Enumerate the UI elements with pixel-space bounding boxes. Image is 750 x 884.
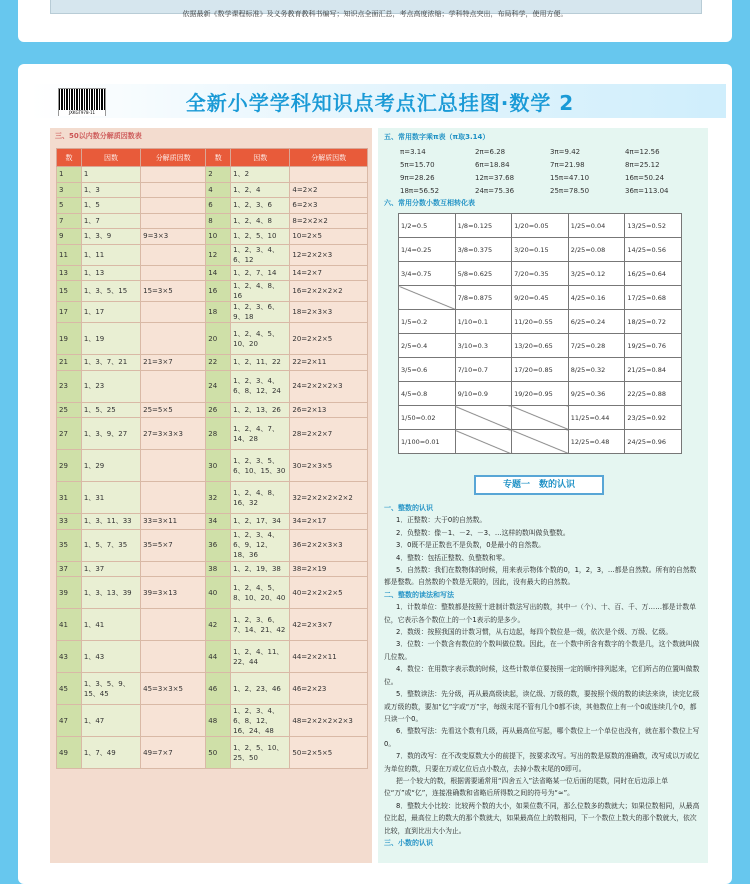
factor-table [56,148,368,769]
table-cell: 34=2×17 [290,514,368,530]
table-cell: 1、2、3、4、6、8、12、16、24、48 [231,705,290,737]
table-cell: 1/10=0.1 [455,310,512,334]
table-cell: 3/8=0.375 [455,238,512,262]
table-cell: 21/25=0.84 [625,358,682,382]
table-cell: 17/25=0.68 [625,286,682,310]
table-cell: 36=2×2×3×3 [290,529,368,561]
table-cell: 18/25=0.72 [625,310,682,334]
table-row [57,482,368,514]
table-cell: 1/5=0.2 [399,310,456,334]
table-row [399,334,682,358]
pi-cell: 7π=21.98 [550,160,585,169]
table-cell: 1/50=0.02 [399,406,456,430]
table-cell: 1、2、3、6 [231,198,290,214]
table-cell: 19/20=0.95 [512,382,569,406]
table-cell: 6=2×3 [290,198,368,214]
table-cell: 1、5、25 [81,402,140,418]
table-cell: 16 [206,281,231,302]
table-cell: 1、2、3、4、6、12 [231,244,290,265]
table-cell: 1、2、4、5、8、10、20、40 [231,577,290,609]
table-cell: 1、3、9 [81,229,140,245]
table-cell: 1、2 [231,167,290,183]
table-cell: 1、3、9、27 [81,418,140,450]
table-cell: 1、47 [81,705,140,737]
table-cell: 21=3×7 [141,355,206,371]
table-cell: 18=2×3×3 [290,302,368,323]
table-cell [141,641,206,673]
table-cell: 44=2×2×11 [290,641,368,673]
table-cell: 8 [206,213,231,229]
table-cell: 3/5=0.6 [399,358,456,382]
table-row [57,577,368,609]
table-cell: 20=2×2×5 [290,323,368,355]
table-row [57,213,368,229]
column-header: 数 [57,149,82,167]
previous-card [18,0,732,42]
table-cell: 3/4=0.75 [399,262,456,286]
table-row [57,244,368,265]
table-cell: 4/5=0.8 [399,382,456,406]
list-item: 6．整数写法：先看这个数有几级，再从最高位写起，哪个数位上一个单位也没有，就在那个数位上写0。 [384,727,700,748]
list-item: 1．正整数：大于0的自然数。 [396,516,487,525]
table-cell: 35=5×7 [141,529,206,561]
table-row [57,182,368,198]
table-cell: 1/20=0.05 [512,214,569,238]
table-row [399,262,682,286]
table-cell: 39 [57,577,82,609]
table-cell: 1/8=0.125 [455,214,512,238]
table-cell: 20 [206,323,231,355]
table-row [57,514,368,530]
table-row [57,737,368,769]
pi-cell: 36π=113.04 [625,186,669,195]
table-cell: 1、2、3、6、9、18 [231,302,290,323]
table-cell: 15 [57,281,82,302]
table-cell [455,406,512,430]
table-cell: 5 [57,198,82,214]
table-cell: 50=2×5×5 [290,737,368,769]
table-cell: 1、2、3、4、6、8、12、24 [231,370,290,402]
table-cell [141,323,206,355]
table-cell [141,482,206,514]
table-cell: 1、7 [81,213,140,229]
pi-cell: 8π=25.12 [625,160,660,169]
table-cell: 30=2×3×5 [290,450,368,482]
table-cell: 42=2×3×7 [290,609,368,641]
table-cell [141,198,206,214]
table-row [57,198,368,214]
table-cell: 24=2×2×2×3 [290,370,368,402]
table-cell: 1、2、4、5、10、20 [231,323,290,355]
table-cell: 17/20=0.85 [512,358,569,382]
table-cell: 1、2、3、5、6、10、15、30 [231,450,290,482]
table-cell: 40 [206,577,231,609]
table-cell: 2/5=0.4 [399,334,456,358]
table-cell: 30 [206,450,231,482]
table-cell: 1、2、23、46 [231,673,290,705]
table-cell: 1、2、3、4、6、9、12、18、36 [231,529,290,561]
table-cell: 1、19 [81,323,140,355]
table-cell [141,302,206,323]
table-cell: 48 [206,705,231,737]
table-cell: 1、2、5、10、25、50 [231,737,290,769]
list-item: 把一个较大的数，根据需要通常用“四舍五入”法省略某一位后面的尾数，同时在后边添上单位“万”或“亿”，连接准确数和省略后所得数之间的符号为“≈”。 [384,776,669,798]
table-cell: 1、3、5、15 [81,281,140,302]
table-cell: 28=2×2×7 [290,418,368,450]
table-cell: 1、5、7、35 [81,529,140,561]
table-cell: 7/10=0.7 [455,358,512,382]
table-row [57,673,368,705]
table-cell: 43 [57,641,82,673]
table-cell [141,370,206,402]
table-cell: 3/20=0.15 [512,238,569,262]
table-row [399,310,682,334]
table-cell: 33 [57,514,82,530]
table-cell: 11/25=0.44 [568,406,625,430]
table-cell: 9/10=0.9 [455,382,512,406]
table-cell: 9/25=0.36 [568,382,625,406]
fraction-table [398,213,682,454]
table-cell: 47 [57,705,82,737]
table-cell: 9=3×3 [141,229,206,245]
table-cell: 37 [57,561,82,577]
pi-cell: 3π=9.42 [550,147,581,156]
table-cell: 12=2×2×3 [290,244,368,265]
table-cell: 1、2、4、8、16、32 [231,482,290,514]
table-row [57,229,368,245]
table-cell: 25 [57,402,82,418]
column-header: 因数 [231,149,290,167]
table-row [57,609,368,641]
table-cell: 18 [206,302,231,323]
pi-cell: 5π=15.70 [400,160,435,169]
table-cell: 7/20=0.35 [512,262,569,286]
table-cell: 46=2×23 [290,673,368,705]
table-cell: 3/25=0.12 [568,262,625,286]
table-cell: 50 [206,737,231,769]
list-item: 8．整数大小比较：比较两个数的大小，如果位数不同，那么位数多的数就大；如果位数相同，从最高位比起，最高位上的数大的那个数就大，如果最高位上的数相同，下一个数位上数大的那个数就大，依次比较，直到比出大小为止。 [384,801,700,835]
table-cell: 23 [57,370,82,402]
table-cell: 48=2×2×2×2×3 [290,705,368,737]
table-row [57,323,368,355]
pi-cell: 6π=18.84 [475,160,510,169]
list-item: 4．整数：包括正整数、负整数和零。 [396,553,510,562]
table-cell: 38 [206,561,231,577]
table-cell: 7 [57,213,82,229]
table-cell: 12/25=0.48 [568,430,625,454]
table-cell [399,286,456,310]
table-cell: 1、3、5、9、15、45 [81,673,140,705]
pi-row [400,158,700,171]
table-cell: 4/25=0.16 [568,286,625,310]
pi-cell: 2π=6.28 [475,147,506,156]
table-cell [141,609,206,641]
table-cell [455,430,512,454]
list-item: 5．整数读法：先分级，再从最高级读起，读亿级、万级的数，要按照个级的数的读法来读，读完亿级或万级的数，要加“亿”字或“万”字，每级末尾不管有几个0都不读，其他数位上有一个0或连续几个0，都只读一个0。 [384,690,700,723]
table-cell: 29 [57,450,82,482]
table-cell: 9 [57,229,82,245]
pi-cell: 25π=78.50 [550,186,590,195]
table-cell: 1、2、4、8、16 [231,281,290,302]
pi-row [400,171,700,184]
table-row [399,430,682,454]
table-cell: 1、3、11、33 [81,514,140,530]
table-cell: 1、2、3、6、7、14、21、42 [231,609,290,641]
list-item: 5．自然数：我们在数物体的时候，用来表示物体个数的0，1，2，3，…都是自然数。所有的自然数都是整数。自然数的个数是无限的，因此，没有最大的自然数。 [384,566,697,587]
table-row [399,406,682,430]
table-cell: 16/25=0.64 [625,262,682,286]
table-cell [141,705,206,737]
table-cell: 1、2、5、10 [231,229,290,245]
column-header: 数 [206,149,231,167]
table-cell: 1、11 [81,244,140,265]
table-cell: 1、2、17、34 [231,514,290,530]
table-cell: 24 [206,370,231,402]
table-cell: 26=2×13 [290,402,368,418]
table-cell: 1、3 [81,182,140,198]
pi-cell: 4π=12.56 [625,147,660,156]
table-cell: 32=2×2×2×2×2 [290,482,368,514]
table-row [399,214,682,238]
table-cell: 41 [57,609,82,641]
table-cell: 1、29 [81,450,140,482]
table-cell: 7/8=0.875 [455,286,512,310]
table-cell: 27 [57,418,82,450]
table-cell: 25=5×5 [141,402,206,418]
pi-cell: 9π=28.26 [400,173,435,182]
table-cell: 15=3×5 [141,281,206,302]
table-cell [512,430,569,454]
table-cell: 21 [57,355,82,371]
section-heading: 三、小数的认识 [384,838,433,847]
barcode [58,88,106,116]
column-header: 因数 [81,149,140,167]
table-cell: 1、2、13、26 [231,402,290,418]
list-item: 4．数位：在用数字表示数的时候，这些计数单位要按照一定的顺序排列起来，它们所占的位置叫做数位。 [384,665,700,686]
table-cell: 9/20=0.45 [512,286,569,310]
table-cell: 32 [206,482,231,514]
column-header: 分解质因数 [141,149,206,167]
table-cell [512,406,569,430]
table-cell: 1/25=0.04 [568,214,625,238]
fraction-table-heading: 六、常用分数小数互相转化表 [384,199,475,207]
list-item: 7．数的改写：在不改变原数大小的前提下，按要求改写。写出的数是原数的准确数，改写成以万或亿为单位的数，只要在万或亿位后点小数点，去掉小数末尾的0即可。 [384,752,700,773]
table-cell: 1、2、19、38 [231,561,290,577]
table-cell: 1、2、11、22 [231,355,290,371]
table-cell [141,167,206,183]
list-item: 2．负整数：像－1、－2、－3、…这样的数叫做负整数。 [396,528,570,537]
table-cell: 2 [206,167,231,183]
table-cell: 1/2=0.5 [399,214,456,238]
table-cell: 14 [206,265,231,281]
table-cell: 23/25=0.92 [625,406,682,430]
table-cell: 1 [57,167,82,183]
table-cell: 36 [206,529,231,561]
table-row [57,302,368,323]
list-item: 3．0既不是正数也不是负数，0是最小的自然数。 [396,541,545,550]
column-header: 分解质因数 [290,149,368,167]
factor-table-heading: 三、50以内数分解质因数表 [55,132,142,140]
table-cell: 1、2、4、11、22、44 [231,641,290,673]
table-cell: 12 [206,244,231,265]
table-cell: 33=3×11 [141,514,206,530]
table-cell: 4 [206,182,231,198]
table-row [57,167,368,183]
table-row [57,561,368,577]
section-heading: 二、整数的读法和写法 [384,590,454,599]
table-cell: 26 [206,402,231,418]
table-cell: 1、3、13、39 [81,577,140,609]
integer-section [384,502,700,849]
table-row [57,281,368,302]
table-row [57,450,368,482]
pi-cell: 15π=47.10 [550,173,590,182]
table-cell: 1、3、7、21 [81,355,140,371]
table-cell: 11 [57,244,82,265]
table-cell [141,182,206,198]
table-cell: 4=2×2 [290,182,368,198]
table-cell: 1、2、4、7、14、28 [231,418,290,450]
table-cell [141,450,206,482]
table-row [57,641,368,673]
table-cell: 22 [206,355,231,371]
table-cell: 1/100=0.01 [399,430,456,454]
table-cell: 14=2×7 [290,265,368,281]
table-cell: 13/20=0.65 [512,334,569,358]
table-cell: 11/20=0.55 [512,310,569,334]
table-row [57,265,368,281]
table-cell: 45 [57,673,82,705]
table-cell: 10=2×5 [290,229,368,245]
table-row [399,286,682,310]
table-cell [141,265,206,281]
table-cell: 38=2×19 [290,561,368,577]
table-cell: 5/8=0.625 [455,262,512,286]
table-cell: 49=7×7 [141,737,206,769]
pi-row [400,184,700,197]
table-cell: 1 [81,167,140,183]
table-cell: 44 [206,641,231,673]
table-cell: 35 [57,529,82,561]
table-cell: 42 [206,609,231,641]
list-item: 2．数级：按照我国的计数习惯，从右边起，每四个数位是一级，依次是个级、万级、亿级。 [396,628,673,637]
table-cell: 40=2×2×2×5 [290,577,368,609]
table-cell: 1、41 [81,609,140,641]
table-cell: 1、2、4、8 [231,213,290,229]
pi-cell: π=3.14 [400,147,426,156]
pi-row [400,145,700,158]
table-cell: 1、31 [81,482,140,514]
list-item: 3．位数：一个数含有数位的个数叫做位数。因此，在一个数中所含有数字的个数是几，这个数就叫做几位数。 [384,640,700,661]
table-cell: 1、23 [81,370,140,402]
table-cell: 14/25=0.56 [625,238,682,262]
table-cell: 1、7、49 [81,737,140,769]
table-cell [141,244,206,265]
table-cell: 24/25=0.96 [625,430,682,454]
table-cell: 1、43 [81,641,140,673]
table-cell: 7/25=0.28 [568,334,625,358]
table-row [57,418,368,450]
pi-table-heading: 五、常用数字乘π表（π取3.14） [384,133,490,141]
table-cell: 10 [206,229,231,245]
table-cell: 49 [57,737,82,769]
pi-cell: 16π=50.24 [625,173,665,182]
table-cell: 1、13 [81,265,140,281]
topic-banner: 专题一 数的认识 [474,475,604,495]
table-cell: 1、5 [81,198,140,214]
table-cell: 22/25=0.88 [625,382,682,406]
table-cell: 34 [206,514,231,530]
table-row [399,238,682,262]
table-cell: 13 [57,265,82,281]
table-cell: 8/25=0.32 [568,358,625,382]
table-row [57,705,368,737]
table-cell: 1/4=0.25 [399,238,456,262]
pi-cell: 24π=75.36 [475,186,515,195]
table-row [57,355,368,371]
table-cell: 19 [57,323,82,355]
table-cell: 17 [57,302,82,323]
table-row [57,529,368,561]
pi-table [400,145,700,197]
section-heading: 一、整数的认识 [384,504,433,512]
top-caption: 依据最新《数学课程标准》及义务教育教科书编写；知识点全面汇总，考点高度浓缩；学科特点突出，布局科学，使用方便。 [182,10,568,18]
table-cell: 1、37 [81,561,140,577]
table-cell: 6 [206,198,231,214]
table-cell: 6/25=0.24 [568,310,625,334]
pi-cell: 12π=37.68 [475,173,515,182]
table-cell: 8=2×2×2 [290,213,368,229]
table-cell: 27=3×3×3 [141,418,206,450]
table-cell: 1、17 [81,302,140,323]
table-cell: 22=2×11 [290,355,368,371]
table-cell: 31 [57,482,82,514]
table-cell: 16=2×2×2×2 [290,281,368,302]
table-row [57,402,368,418]
table-cell: 3 [57,182,82,198]
table-cell [290,167,368,183]
table-cell: 1、2、4 [231,182,290,198]
table-cell: 19/25=0.76 [625,334,682,358]
table-cell: 46 [206,673,231,705]
table-row [399,382,682,406]
table-cell: 45=3×3×5 [141,673,206,705]
page-title: 全新小学学科知识点考点汇总挂图·数学 2 [185,91,575,115]
barcode-text: JXKGT978-11 [59,110,105,116]
table-cell: 39=3×13 [141,577,206,609]
table-cell: 28 [206,418,231,450]
table-row [57,370,368,402]
table-cell: 13/25=0.52 [625,214,682,238]
table-cell [141,561,206,577]
table-cell: 3/10=0.3 [455,334,512,358]
list-item: 1．计数单位：整数都是按照十进制计数法写出的数，其中一（个）、十、百、千、万……都是计数单位，它表示各个数位上的一个1表示的是多少。 [384,603,696,624]
table-cell [141,213,206,229]
table-cell: 1、2、7、14 [231,265,290,281]
pi-cell: 18π=56.52 [400,186,440,195]
factor-table-header [57,149,368,167]
table-row [399,358,682,382]
table-cell: 2/25=0.08 [568,238,625,262]
